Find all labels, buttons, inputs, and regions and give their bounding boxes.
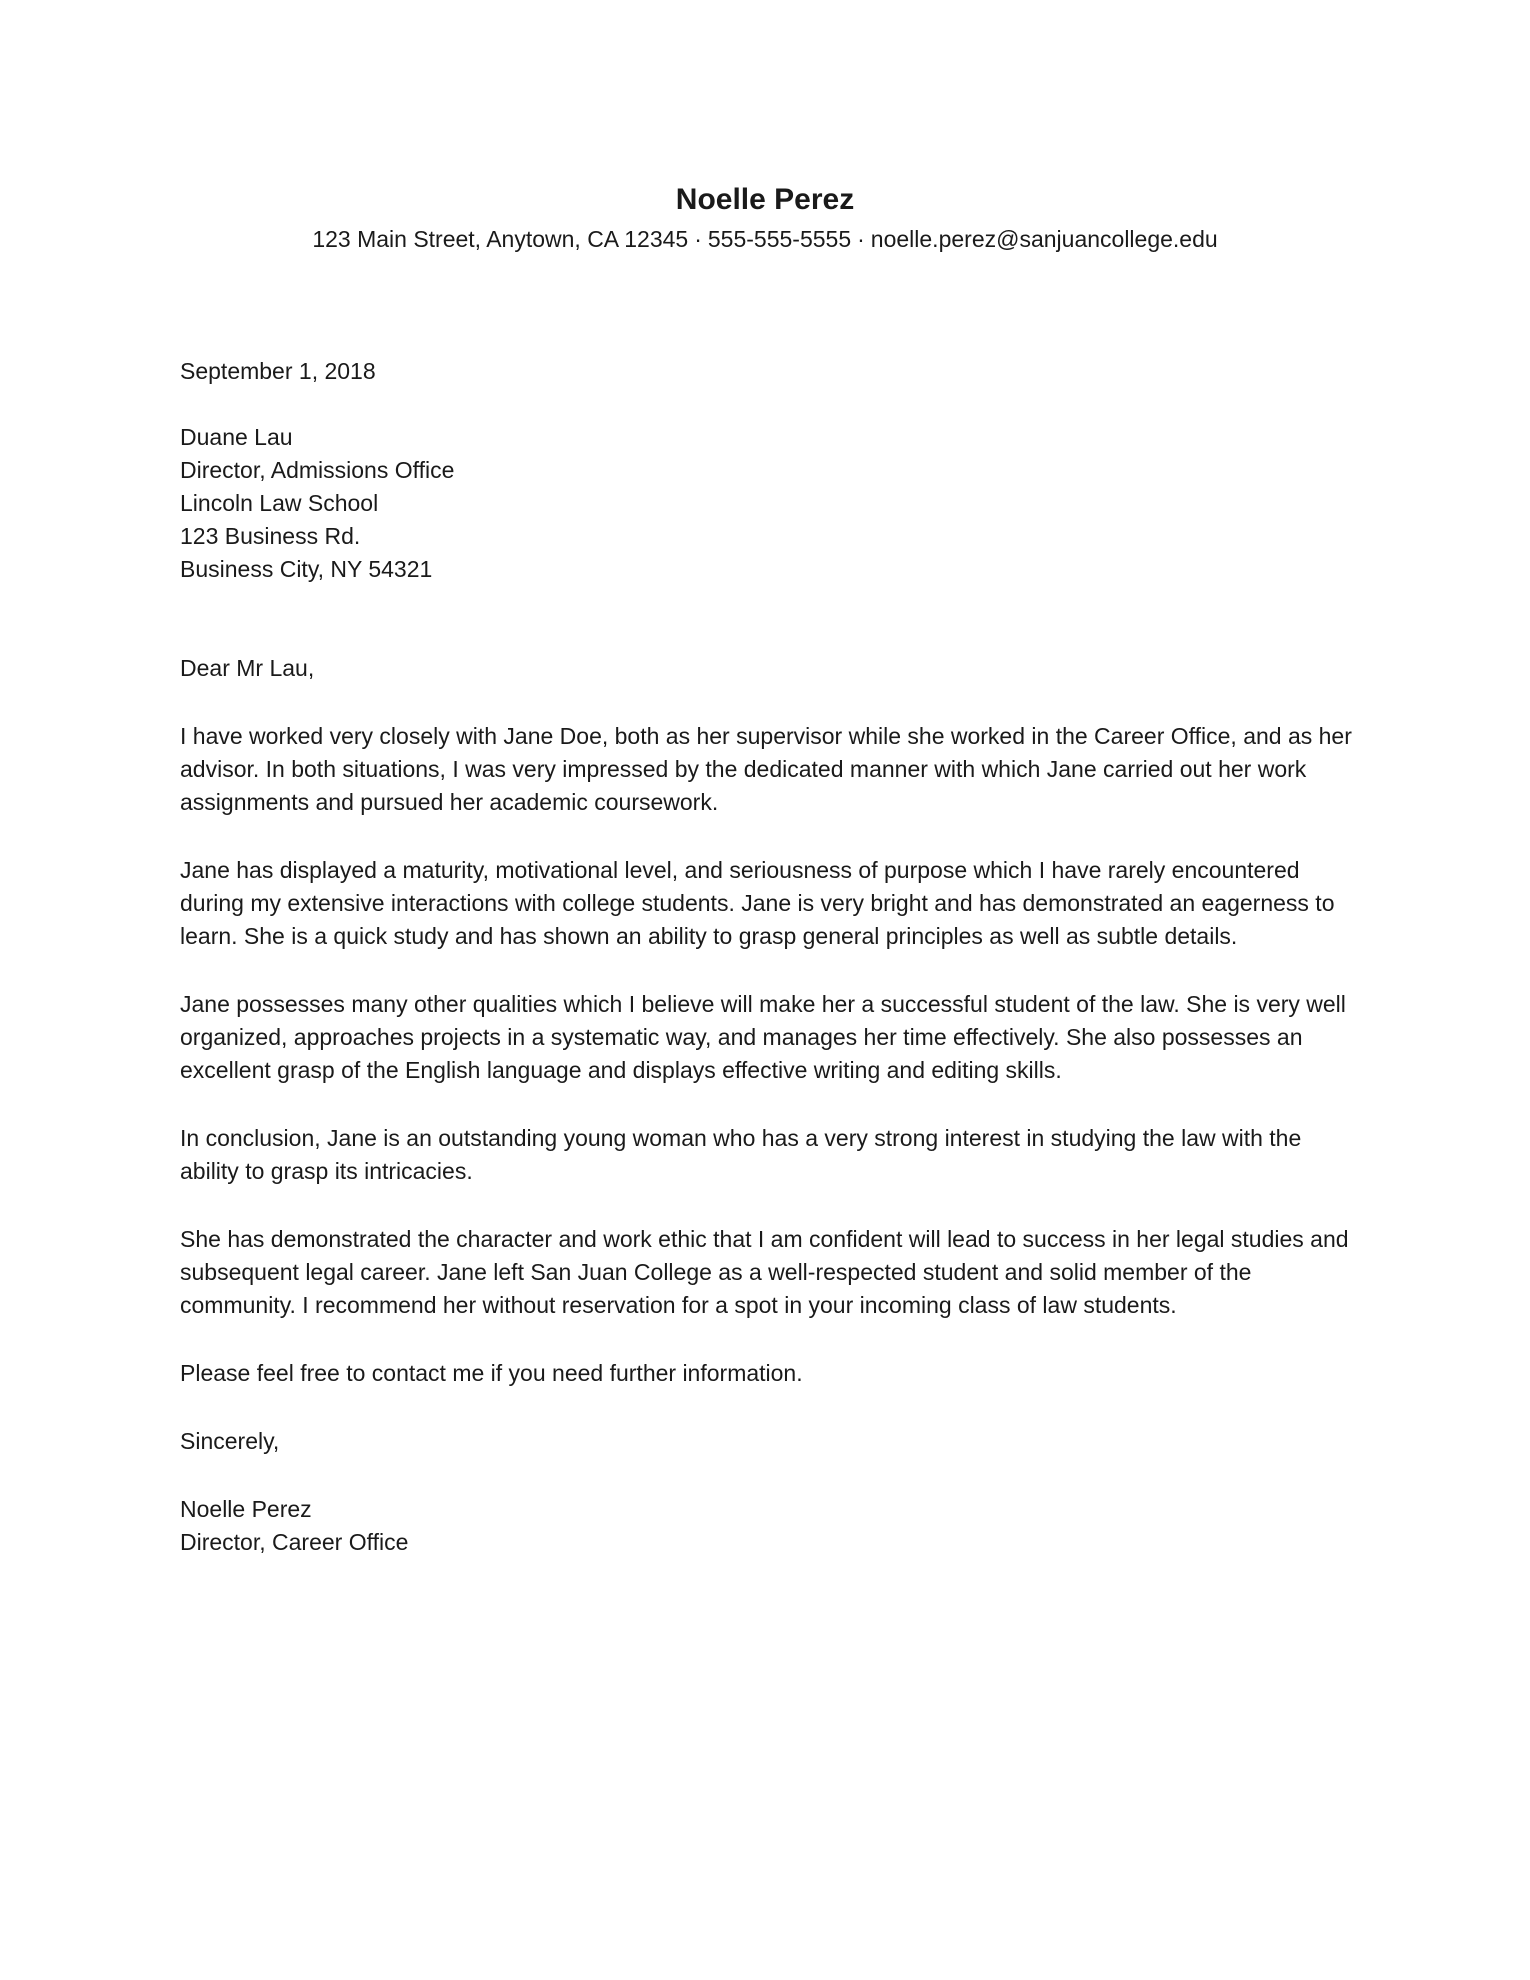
- contact-line: [0, 224, 1530, 254]
- recipient-name: Duane Lau: [180, 424, 293, 450]
- body-paragraph: I have worked very closely with Jane Doe, both as her supervisor while she worked in the Career Office, and as her advisor. In both situations, I was very impressed by the dedicated manner with which Jane carried out her work assignments and pursued her academic coursework.: [180, 723, 1352, 815]
- sender-email: noelle.perez@sanjuancollege.edu: [870, 226, 1218, 252]
- body-paragraph: Please feel free to contact me if you need further information.: [180, 1360, 803, 1386]
- signature-name: Noelle Perez: [180, 1496, 312, 1522]
- signature-title: Director, Career Office: [180, 1529, 409, 1555]
- recipient-title: Director, Admissions Office: [180, 457, 455, 483]
- contact-separator: ·: [694, 226, 702, 252]
- recipient-organization: Lincoln Law School: [180, 490, 379, 516]
- letterhead: [0, 180, 1530, 254]
- body-paragraph: In conclusion, Jane is an outstanding young woman who has a very strong interest in studying the law with the ability to grasp its intricacies.: [180, 1125, 1302, 1184]
- recipient-street: 123 Business Rd.: [180, 523, 361, 549]
- body-paragraph: She has demonstrated the character and work ethic that I am confident will lead to success in her legal studies and subsequent legal career. Jane left San Juan College as a well-respected student and solid member of the community. I recommend her without reservation for a spot in your incoming class of law students.: [180, 1226, 1349, 1318]
- body-paragraph: Jane has displayed a maturity, motivational level, and seriousness of purpose which I have rarely encountered during my extensive interactions with college students. Jane is very bright and has demonstrated an eagerness to learn. She is a quick study and has shown an ability to grasp general principles as well as subtle details.: [180, 857, 1335, 949]
- sender-phone: 555-555-5555: [707, 226, 852, 252]
- recipient-city-line: Business City, NY 54321: [180, 556, 433, 582]
- letter-date: September 1, 2018: [180, 358, 376, 384]
- salutation: Dear Mr Lau,: [180, 655, 315, 681]
- sender-name: Noelle Perez: [675, 183, 855, 216]
- closing: Sincerely,: [180, 1428, 280, 1454]
- contact-separator: ·: [857, 226, 865, 252]
- recipient-block: [180, 421, 1360, 586]
- letter-body: [180, 355, 1360, 1559]
- sender-address: 123 Main Street, Anytown, CA 12345: [312, 226, 689, 252]
- body-paragraph: Jane possesses many other qualities which I believe will make her a successful student of the law. She is very well organized, approaches projects in a systematic way, and manages her time effectively. She also possesses an excellent grasp of the English language and displays effective writing and editing skills.: [180, 991, 1346, 1083]
- signature-block: [180, 1493, 1360, 1559]
